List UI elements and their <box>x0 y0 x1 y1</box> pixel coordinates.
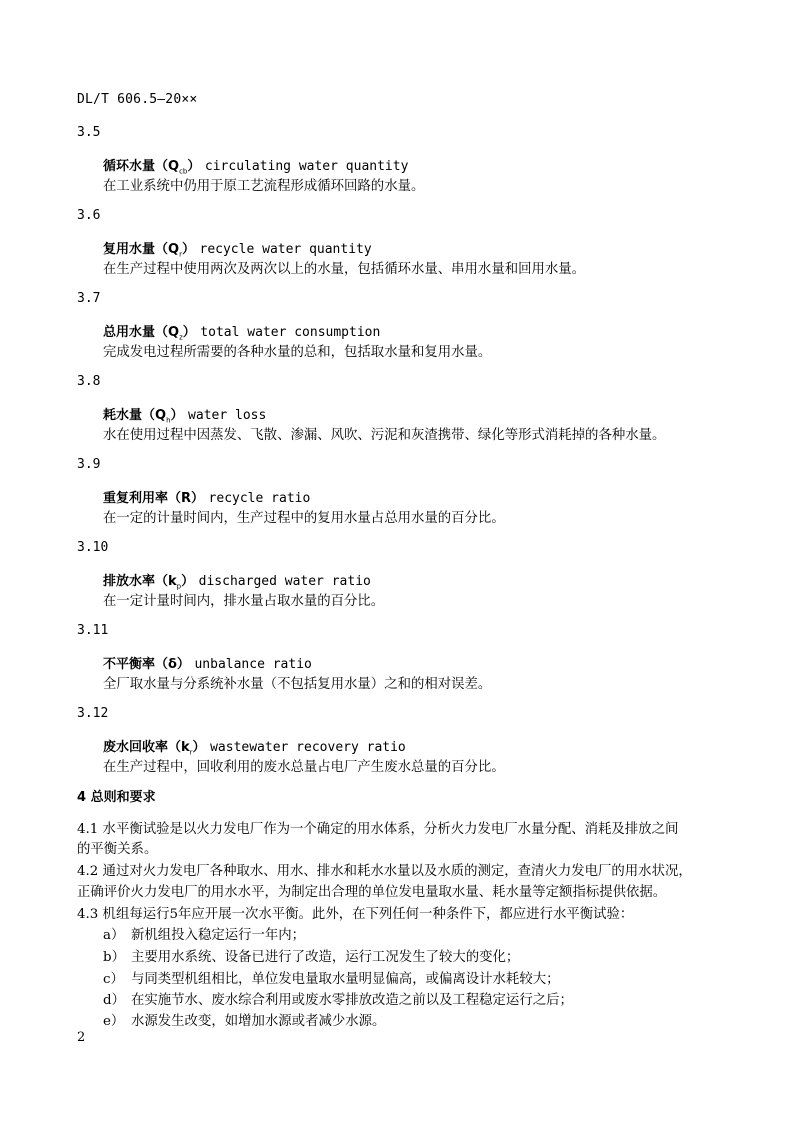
term-title <box>103 653 312 674</box>
term-definition: 在一定的计量时间内，生产过程中的复用水量占总用水量的百分比。 <box>103 511 505 526</box>
term-subscript: r <box>179 250 182 259</box>
list-item-label: b） <box>103 950 125 965</box>
term-close: ） <box>181 242 195 257</box>
clause-number: 3.9 <box>77 457 101 472</box>
list-item-label: a） <box>103 928 125 943</box>
term-subscript: h <box>166 416 171 425</box>
term-close: ） <box>187 159 201 174</box>
term-title <box>103 736 406 757</box>
list-item-text: 主要用水系统、设备已进行了改造，运行工况发生了较大的变化； <box>131 950 520 965</box>
term-title <box>103 404 266 425</box>
term-definition: 全厂取水量与分系统补水量（不包括复用水量）之和的相对误差。 <box>103 677 492 692</box>
term-en: unbalance ratio <box>194 657 312 672</box>
term-definition: 完成发电过程所需要的各种水量的总和，包括取水量和复用水量。 <box>103 345 492 360</box>
paragraph-4-2-line-2: 正确评价火力发电厂的用水水平，为制定出合理的单位发电量取水量、耗水量等定额指标提供依据。 <box>77 885 667 900</box>
term-zh: 总用水量（Q <box>103 325 180 340</box>
standard-code-header: DL/T 606.5—20×× <box>77 92 198 107</box>
term-zh: 重复利用率（R） <box>103 491 205 506</box>
term-close: ） <box>182 325 196 340</box>
clause-number: 3.7 <box>77 291 101 306</box>
list-item <box>103 968 560 987</box>
term-zh: 循环水量（Q <box>103 159 180 174</box>
term-subscript: z <box>179 333 183 342</box>
term-subscript: r <box>189 748 193 757</box>
term-en: circulating water quantity <box>204 159 409 174</box>
term-zh: 复用水量（Q <box>103 242 180 257</box>
term-definition: 在工业系统中仍用于原工艺流程形成循环回路的水量。 <box>103 179 425 194</box>
term-en: water loss <box>188 408 267 423</box>
section-heading: 4 总则和要求 <box>77 790 156 805</box>
list-item-text: 与同类型机组相比，单位发电量取水量明显偏高，或偏离设计水耗较大； <box>131 972 560 987</box>
paragraph-4-1-line-2: 的平衡关系。 <box>77 842 158 857</box>
paragraph-4-1-line-1: 4.1 水平衡试验是以火力发电厂作为一个确定的用水体系，分析火力发电厂水量分配、消耗及排放之间 <box>77 822 679 837</box>
term-definition: 在一定计量时间内，排水量占取水量的百分比。 <box>103 594 385 609</box>
clause-number: 3.6 <box>77 208 101 223</box>
list-item-label: e） <box>103 1014 125 1029</box>
term-en: total water consumption <box>200 325 381 340</box>
term-subscript: p <box>176 582 182 591</box>
term-subscript: cb <box>179 167 188 176</box>
clause-number: 3.12 <box>77 706 109 721</box>
paragraph-4-3: 4.3 机组每运行5年应开展一次水平衡。此外，在下列任何一种条件下，都应进行水平衡试验： <box>77 907 634 922</box>
term-close: ） <box>181 574 195 589</box>
term-title <box>103 570 371 591</box>
term-title <box>103 238 372 259</box>
term-en: recycle ratio <box>208 491 311 506</box>
list-item <box>103 924 305 943</box>
term-en: recycle water quantity <box>199 242 372 257</box>
clause-number: 3.11 <box>77 623 109 638</box>
list-item-text: 新机组投入稳定运行一年内； <box>131 928 306 943</box>
term-zh: 不平衡率（δ） <box>103 657 190 672</box>
term-title <box>103 487 310 508</box>
term-close: ） <box>170 408 184 423</box>
term-zh: 废水回收率（k <box>103 740 190 755</box>
list-item-text: 水源发生改变，如增加水源或者减少水源。 <box>131 1014 386 1029</box>
clause-number: 3.8 <box>77 374 101 389</box>
term-close: ） <box>192 740 206 755</box>
term-zh: 排放水率（k <box>103 574 177 589</box>
paragraph-4-2-line-1: 4.2 通过对火力发电厂各种取水、用水、排水和耗水水量以及水质的测定，查清火力发电厂的用水状况， <box>77 864 692 879</box>
list-item-label: d） <box>103 993 125 1008</box>
list-item-text: 在实施节水、废水综合利用或废水零排放改造之前以及工程稳定运行之后； <box>131 993 573 1008</box>
term-title <box>103 155 408 176</box>
list-item <box>103 1010 385 1029</box>
list-item-label: c） <box>103 972 124 987</box>
term-definition: 在生产过程中使用两次及两次以上的水量，包括循环水量、串用水量和回用水量。 <box>103 262 586 277</box>
term-zh: 耗水量（Q <box>103 408 167 423</box>
clause-number: 3.5 <box>77 125 101 140</box>
term-en: wastewater recovery ratio <box>210 740 406 755</box>
page-number: 2 <box>77 1030 86 1045</box>
clause-number: 3.10 <box>77 540 109 555</box>
list-item <box>103 989 573 1008</box>
term-definition: 水在使用过程中因蒸发、飞散、渗漏、风吹、污泥和灰渣携带、绿化等形式消耗掉的各种水量。 <box>103 428 666 443</box>
term-title <box>103 321 380 342</box>
list-item <box>103 946 519 965</box>
term-en: discharged water ratio <box>198 574 371 589</box>
term-definition: 在生产过程中，回收利用的废水总量占电厂产生废水总量的百分比。 <box>103 760 505 775</box>
